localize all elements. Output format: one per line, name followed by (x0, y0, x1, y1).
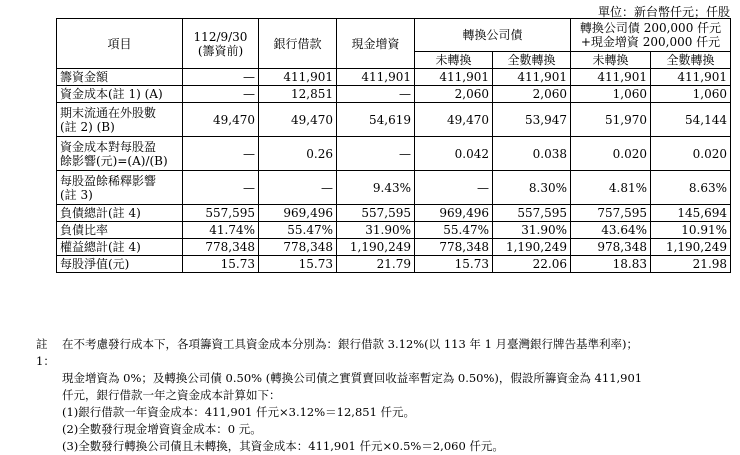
table-cell: 1,190,249 (493, 239, 571, 256)
table-cell: 53,947 (493, 103, 571, 137)
table-cell: 978,348 (571, 239, 651, 256)
header-mix (571, 19, 731, 52)
table-cell: 18.83 (571, 256, 651, 273)
table-cell: 21.98 (651, 256, 731, 273)
row-label-line1: 資金成本(註 1) (A) (60, 87, 163, 101)
table-cell: — (183, 137, 259, 171)
table-cell: 15.73 (183, 256, 259, 273)
table-cell: 1,190,249 (337, 239, 415, 256)
row-label (57, 86, 183, 103)
table-cell: 12,851 (259, 86, 337, 103)
row-label-line1: 負債總計(註 4) (60, 206, 141, 220)
table-cell: 54,144 (651, 103, 731, 137)
table-row (57, 103, 731, 137)
header-base (183, 19, 259, 69)
table-cell: 55.47% (259, 222, 337, 239)
table-cell: 8.30% (493, 171, 571, 205)
table-body (57, 69, 731, 273)
financing-comparison-table (56, 18, 731, 273)
header-row-1 (57, 19, 731, 52)
table-cell: 0.020 (571, 137, 651, 171)
table-cell: 49,470 (259, 103, 337, 137)
note-1 (36, 336, 736, 370)
note-line: (1)銀行借款一年資金成本：411,901 仟元×3.12%＝12,851 仟元。 (62, 405, 416, 419)
table-cell: 1,190,249 (651, 239, 731, 256)
row-label-line1: 籌資金額 (60, 70, 109, 84)
table-row (57, 69, 731, 86)
table-cell: 411,901 (415, 69, 493, 86)
table-cell: 411,901 (571, 69, 651, 86)
table-cell: 41.74% (183, 222, 259, 239)
row-label (57, 103, 183, 137)
note-line: (3)全數發行轉換公司債且未轉換，其資金成本：411,901 仟元×0.5%＝2,060 仟元。 (62, 439, 504, 453)
table-cell: — (337, 86, 415, 103)
table-cell: 1,060 (571, 86, 651, 103)
note-1-head: 註 1： (36, 337, 55, 368)
note-line: 現金增資為 0%；及轉換公司債 0.50% (轉換公司債之實質賣回收益率暫定為 0.50%)，假設所籌資金為 411,901 (62, 371, 643, 385)
table-cell: 2,060 (493, 86, 571, 103)
table-cell: 557,595 (493, 205, 571, 222)
table-cell: 51,970 (571, 103, 651, 137)
table-cell: 778,348 (183, 239, 259, 256)
table-cell: 15.73 (259, 256, 337, 273)
table-cell: 778,348 (259, 239, 337, 256)
sub-header-unconverted: 未轉換 (415, 52, 493, 69)
sub-header-all-converted: 全數轉換 (651, 52, 731, 69)
row-label (57, 69, 183, 86)
table-cell: 145,694 (651, 205, 731, 222)
header-item (57, 19, 183, 69)
table-cell: 1,060 (651, 86, 731, 103)
table-cell: 757,595 (571, 205, 651, 222)
row-label-line1: 每股淨值(元) (60, 257, 130, 271)
header-item-label: 項目 (107, 36, 132, 51)
table-cell: 4.81% (571, 171, 651, 205)
table-cell: 8.63% (651, 171, 731, 205)
table-row (57, 222, 731, 239)
table-cell: 49,470 (183, 103, 259, 137)
row-label (57, 222, 183, 239)
table-cell: 0.020 (651, 137, 731, 171)
table-cell: 969,496 (415, 205, 493, 222)
table-cell: — (415, 171, 493, 205)
table-cell: 411,901 (337, 69, 415, 86)
row-label-line1: 權益總計(註 4) (60, 240, 141, 254)
row-label-line1: 每股盈餘稀釋影響 (60, 173, 157, 188)
row-label (57, 256, 183, 273)
table-row (57, 239, 731, 256)
footnotes (36, 336, 736, 455)
table-cell: 54,619 (337, 103, 415, 137)
table-cell: 557,595 (183, 205, 259, 222)
table-cell: 31.90% (493, 222, 571, 239)
table-row (57, 256, 731, 273)
row-label-line2: (註 3) (60, 187, 93, 202)
note-line: 仟元，銀行借款一年之資金成本計算如下： (62, 388, 281, 402)
table-cell: 411,901 (651, 69, 731, 86)
header-base-line1: 112/9/30 (193, 29, 248, 44)
sub-header-unconverted: 未轉換 (571, 52, 651, 69)
sub-header-all-converted: 全數轉換 (493, 52, 571, 69)
table-cell: 55.47% (415, 222, 493, 239)
table-cell: 0.26 (259, 137, 337, 171)
table-cell: — (183, 86, 259, 103)
table-cell: 411,901 (493, 69, 571, 86)
table-cell: 778,348 (415, 239, 493, 256)
row-label (57, 171, 183, 205)
row-label-line1: 期末流通在外股數 (60, 105, 157, 120)
table-cell: 21.79 (337, 256, 415, 273)
row-label-line2: (註 2) (B) (60, 119, 115, 134)
table-cell: 15.73 (415, 256, 493, 273)
note-line: (2)全數發行現金增資資金成本：0 元。 (62, 422, 262, 436)
header-bank: 銀行借款 (259, 19, 337, 69)
row-label (57, 205, 183, 222)
table-cell: — (183, 171, 259, 205)
table-row (57, 137, 731, 171)
row-label (57, 137, 183, 171)
table-row (57, 86, 731, 103)
table-cell: 0.038 (493, 137, 571, 171)
table-cell: — (183, 69, 259, 86)
header-cb: 轉換公司債 (415, 19, 571, 52)
header-base-line2: (籌資前) (197, 43, 244, 58)
table-cell: 411,901 (259, 69, 337, 86)
unit-note: 單位：新台幣仟元；仟股 (597, 5, 730, 19)
table-cell: — (337, 137, 415, 171)
table-cell: 0.042 (415, 137, 493, 171)
header-cash: 現金增資 (337, 19, 415, 69)
table-cell: 557,595 (337, 205, 415, 222)
table-cell: — (259, 171, 337, 205)
table-cell: 10.91% (651, 222, 731, 239)
header-mix-line2: +現金增資 200,000 仟元 (580, 35, 721, 49)
table-cell: 31.90% (337, 222, 415, 239)
table-row (57, 171, 731, 205)
table-cell: 22.06 (493, 256, 571, 273)
table-cell: 9.43% (337, 171, 415, 205)
table-cell: 2,060 (415, 86, 493, 103)
header-mix-line1: 轉換公司債 200,000 仟元 (579, 21, 722, 35)
row-label-line1: 負債比率 (60, 223, 109, 237)
note-line: 在不考慮發行成本下，各項籌資工具資金成本分別為：銀行借款 3.12%(以 113 年 1 月臺灣銀行牌告基準利率)； (62, 337, 639, 351)
row-label-line2: 餘影響(元)=(A)/(B) (60, 153, 168, 168)
row-label (57, 239, 183, 256)
table-cell: 43.64% (571, 222, 651, 239)
table-row (57, 205, 731, 222)
row-label-line1: 資金成本對每股盈 (60, 139, 157, 154)
table-cell: 969,496 (259, 205, 337, 222)
table-cell: 49,470 (415, 103, 493, 137)
